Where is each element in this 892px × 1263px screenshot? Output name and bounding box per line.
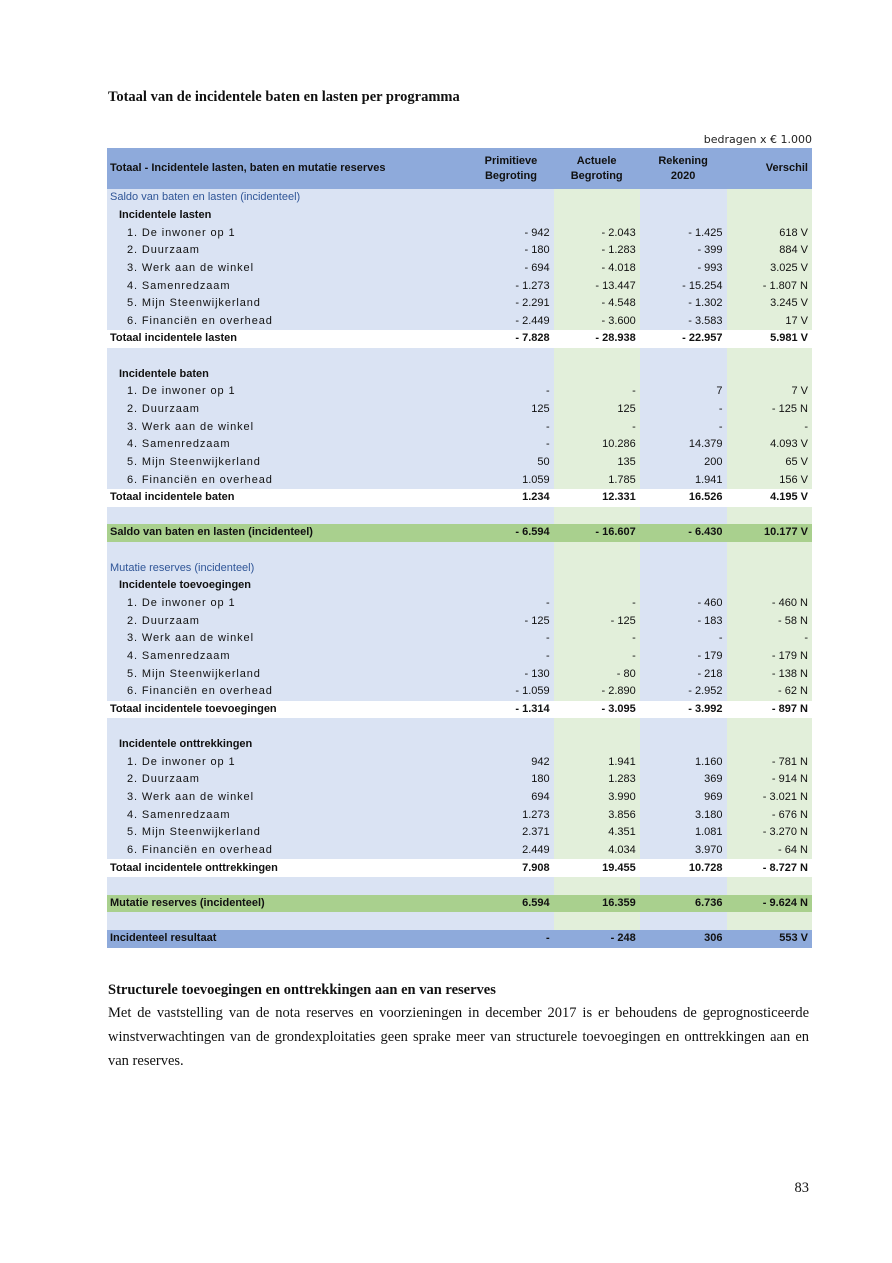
cell-primitieve: 942 bbox=[468, 754, 553, 772]
cell-actuele: - 2.890 bbox=[554, 683, 640, 701]
cell-verschil: 3.245 V bbox=[727, 295, 812, 313]
cell-verschil: - 125 N bbox=[727, 401, 812, 419]
row-label: 3. Werk aan de winkel bbox=[107, 418, 468, 436]
row-label: 3. Werk aan de winkel bbox=[107, 260, 468, 278]
page-heading: Totaal van de incidentele baten en lasten per programma bbox=[108, 89, 460, 105]
cell-verschil: 884 V bbox=[727, 242, 812, 260]
cell-primitieve: 50 bbox=[468, 454, 553, 472]
cell-rekening: - 399 bbox=[640, 242, 727, 260]
cell-actuele: - 248 bbox=[554, 930, 640, 948]
subsection-title-row bbox=[107, 736, 812, 754]
row-label: 1. De inwoner op 1 bbox=[107, 383, 468, 401]
cell-verschil: - 914 N bbox=[727, 771, 812, 789]
cell-actuele: 10.286 bbox=[554, 436, 640, 454]
cell-primitieve: - bbox=[468, 930, 553, 948]
cell-verschil: - 3.270 N bbox=[727, 824, 812, 842]
row-label: 6. Financiën en overhead bbox=[107, 471, 468, 489]
row-label: 4. Samenredzaam bbox=[107, 277, 468, 295]
cell-verschil: 7 V bbox=[727, 383, 812, 401]
subsection-title: Incidentele toevoegingen bbox=[107, 577, 468, 595]
cell-actuele: - 125 bbox=[554, 612, 640, 630]
cell-primitieve: - bbox=[468, 418, 553, 436]
row-label: 5. Mijn Steenwijkerland bbox=[107, 454, 468, 472]
header-primitieve-line2: Begroting bbox=[484, 169, 537, 182]
cell-actuele: 4.351 bbox=[554, 824, 640, 842]
table-row bbox=[107, 242, 812, 260]
cell-actuele: - bbox=[554, 595, 640, 613]
body-paragraph: Met de vaststelling van de nota reserves en voorzieningen in december 2017 is er behoudens de geprognosticeerde winstverwachtingen van de grondexploitaties geen sprake meer van structurele toevoegingen en onttrekkingen aan en van reserves. bbox=[108, 1005, 809, 1069]
cell-primitieve: 180 bbox=[468, 771, 553, 789]
table-row bbox=[107, 683, 812, 701]
resultaat-label: Incidenteel resultaat bbox=[107, 930, 468, 948]
spacer-row bbox=[107, 507, 812, 525]
cell-rekening: - 22.957 bbox=[640, 330, 727, 348]
cell-actuele: 135 bbox=[554, 454, 640, 472]
cell-primitieve: - 694 bbox=[468, 260, 553, 278]
row-label: 6. Financiën en overhead bbox=[107, 683, 468, 701]
cell-verschil: 4.093 V bbox=[727, 436, 812, 454]
cell-primitieve: - 942 bbox=[468, 224, 553, 242]
cell-actuele: 19.455 bbox=[554, 859, 640, 877]
table-row bbox=[107, 771, 812, 789]
cell-actuele: - 4.018 bbox=[554, 260, 640, 278]
cell-actuele: 12.331 bbox=[554, 489, 640, 507]
cell-actuele: 4.034 bbox=[554, 842, 640, 860]
row-label: 2. Duurzaam bbox=[107, 242, 468, 260]
incidental-totals-table bbox=[107, 148, 812, 948]
cell-actuele: 1.785 bbox=[554, 471, 640, 489]
cell-actuele: - bbox=[554, 383, 640, 401]
cell-primitieve: - 7.828 bbox=[468, 330, 553, 348]
table-row bbox=[107, 471, 812, 489]
cell-primitieve: - bbox=[468, 648, 553, 666]
cell-primitieve: - bbox=[468, 383, 553, 401]
cell-actuele: - bbox=[554, 648, 640, 666]
resultaat-row bbox=[107, 930, 812, 948]
cell-rekening: - 218 bbox=[640, 665, 727, 683]
cell-verschil: 618 V bbox=[727, 224, 812, 242]
table-row bbox=[107, 648, 812, 666]
cell-rekening: - 6.430 bbox=[640, 524, 727, 542]
header-primitieve-line1: Primitieve bbox=[484, 154, 538, 167]
cell-primitieve: 7.908 bbox=[468, 859, 553, 877]
cell-primitieve: - 1.273 bbox=[468, 277, 553, 295]
section-heading: Structurele toevoegingen en onttrekkingen aan en van reserves bbox=[108, 982, 496, 998]
cell-actuele: 16.359 bbox=[554, 895, 640, 913]
page-number: 83 bbox=[794, 1180, 809, 1196]
spacer-row bbox=[107, 912, 812, 930]
cell-rekening: - 183 bbox=[640, 612, 727, 630]
cell-primitieve: 125 bbox=[468, 401, 553, 419]
cell-verschil: - 58 N bbox=[727, 612, 812, 630]
table-row bbox=[107, 454, 812, 472]
total-row bbox=[107, 330, 812, 348]
total-label: Totaal incidentele lasten bbox=[107, 330, 468, 348]
cell-actuele: - bbox=[554, 630, 640, 648]
cell-actuele: - 13.447 bbox=[554, 277, 640, 295]
cell-actuele: 1.283 bbox=[554, 771, 640, 789]
cell-verschil: 10.177 V bbox=[727, 524, 812, 542]
total-label: Totaal incidentele baten bbox=[107, 489, 468, 507]
row-label: 6. Financiën en overhead bbox=[107, 842, 468, 860]
cell-verschil: 5.981 V bbox=[727, 330, 812, 348]
cell-rekening: 1.941 bbox=[640, 471, 727, 489]
cell-actuele: 3.990 bbox=[554, 789, 640, 807]
cell-primitieve: 1.273 bbox=[468, 806, 553, 824]
cell-verschil: - 9.624 N bbox=[727, 895, 812, 913]
row-label: 4. Samenredzaam bbox=[107, 436, 468, 454]
subsection-title-row bbox=[107, 577, 812, 595]
cell-verschil: - 138 N bbox=[727, 665, 812, 683]
cell-primitieve: - 6.594 bbox=[468, 524, 553, 542]
spacer-row bbox=[107, 877, 812, 895]
cell-verschil: 3.025 V bbox=[727, 260, 812, 278]
row-label: 5. Mijn Steenwijkerland bbox=[107, 295, 468, 313]
cell-primitieve: - 1.059 bbox=[468, 683, 553, 701]
cell-actuele: - 1.283 bbox=[554, 242, 640, 260]
cell-rekening: 969 bbox=[640, 789, 727, 807]
mutatie-row bbox=[107, 895, 812, 913]
cell-rekening: - 3.992 bbox=[640, 701, 727, 719]
cell-verschil: - 179 N bbox=[727, 648, 812, 666]
cell-actuele: - 2.043 bbox=[554, 224, 640, 242]
row-label: 5. Mijn Steenwijkerland bbox=[107, 665, 468, 683]
spacer-row bbox=[107, 718, 812, 736]
table-row bbox=[107, 665, 812, 683]
cell-rekening: 306 bbox=[640, 930, 727, 948]
row-label: 2. Duurzaam bbox=[107, 612, 468, 630]
cell-rekening: 6.736 bbox=[640, 895, 727, 913]
cell-actuele: 3.856 bbox=[554, 806, 640, 824]
cell-verschil: - 64 N bbox=[727, 842, 812, 860]
saldo-row bbox=[107, 524, 812, 542]
row-label: 1. De inwoner op 1 bbox=[107, 754, 468, 772]
total-row bbox=[107, 859, 812, 877]
cell-actuele: - 16.607 bbox=[554, 524, 640, 542]
cell-verschil: - 897 N bbox=[727, 701, 812, 719]
cell-primitieve: 2.449 bbox=[468, 842, 553, 860]
row-label: 2. Duurzaam bbox=[107, 771, 468, 789]
cell-actuele: - bbox=[554, 418, 640, 436]
spacer-row bbox=[107, 542, 812, 560]
subsection-title: Incidentele lasten bbox=[107, 207, 468, 225]
row-label: 3. Werk aan de winkel bbox=[107, 789, 468, 807]
table-row bbox=[107, 418, 812, 436]
cell-rekening: 3.970 bbox=[640, 842, 727, 860]
cell-verschil: 17 V bbox=[727, 312, 812, 330]
row-label: 1. De inwoner op 1 bbox=[107, 224, 468, 242]
table-row bbox=[107, 612, 812, 630]
cell-rekening: 1.081 bbox=[640, 824, 727, 842]
section-title: Mutatie reserves (incidenteel) bbox=[107, 559, 468, 577]
cell-actuele: 1.941 bbox=[554, 754, 640, 772]
cell-verschil: - bbox=[727, 418, 812, 436]
amount-unit-note: bedragen x € 1.000 bbox=[703, 133, 812, 146]
subsection-title: Incidentele onttrekkingen bbox=[107, 736, 468, 754]
cell-primitieve: - bbox=[468, 595, 553, 613]
total-row bbox=[107, 489, 812, 507]
cell-verschil: - bbox=[727, 630, 812, 648]
header-rekening bbox=[640, 148, 727, 189]
row-label: 4. Samenredzaam bbox=[107, 806, 468, 824]
table-row bbox=[107, 824, 812, 842]
row-label: 2. Duurzaam bbox=[107, 401, 468, 419]
subsection-title: Incidentele baten bbox=[107, 365, 468, 383]
row-label: 4. Samenredzaam bbox=[107, 648, 468, 666]
cell-rekening: - 15.254 bbox=[640, 277, 727, 295]
cell-verschil: - 676 N bbox=[727, 806, 812, 824]
cell-rekening: - 3.583 bbox=[640, 312, 727, 330]
cell-verschil: - 1.807 N bbox=[727, 277, 812, 295]
header-label: Totaal - Incidentele lasten, baten en mutatie reserves bbox=[107, 148, 468, 189]
cell-rekening: 14.379 bbox=[640, 436, 727, 454]
cell-primitieve: - 125 bbox=[468, 612, 553, 630]
header-actuele-line2: Begroting bbox=[570, 169, 623, 182]
cell-primitieve: - 130 bbox=[468, 665, 553, 683]
cell-rekening: - 1.425 bbox=[640, 224, 727, 242]
cell-primitieve: - 2.449 bbox=[468, 312, 553, 330]
cell-rekening: - 460 bbox=[640, 595, 727, 613]
cell-rekening: 16.526 bbox=[640, 489, 727, 507]
row-label: 1. De inwoner op 1 bbox=[107, 595, 468, 613]
header-rekening-line1: Rekening bbox=[658, 154, 708, 167]
cell-actuele: - 28.938 bbox=[554, 330, 640, 348]
cell-actuele: - 3.095 bbox=[554, 701, 640, 719]
cell-primitieve: 1.059 bbox=[468, 471, 553, 489]
cell-primitieve: 6.594 bbox=[468, 895, 553, 913]
cell-actuele: - 3.600 bbox=[554, 312, 640, 330]
cell-rekening: - bbox=[640, 418, 727, 436]
cell-primitieve: - 180 bbox=[468, 242, 553, 260]
table-row bbox=[107, 383, 812, 401]
cell-verschil: - 781 N bbox=[727, 754, 812, 772]
header-actuele-line1: Actuele bbox=[576, 154, 617, 167]
cell-verschil: - 62 N bbox=[727, 683, 812, 701]
cell-primitieve: - bbox=[468, 630, 553, 648]
cell-rekening: 1.160 bbox=[640, 754, 727, 772]
table-row bbox=[107, 224, 812, 242]
cell-rekening: - 1.302 bbox=[640, 295, 727, 313]
cell-rekening: - 2.952 bbox=[640, 683, 727, 701]
cell-rekening: 3.180 bbox=[640, 806, 727, 824]
total-label: Totaal incidentele toevoegingen bbox=[107, 701, 468, 719]
cell-rekening: - bbox=[640, 401, 727, 419]
table-row bbox=[107, 277, 812, 295]
table-row bbox=[107, 295, 812, 313]
total-row bbox=[107, 701, 812, 719]
saldo-label: Saldo van baten en lasten (incidenteel) bbox=[107, 524, 468, 542]
table-row bbox=[107, 806, 812, 824]
cell-primitieve: 2.371 bbox=[468, 824, 553, 842]
subsection-title-row bbox=[107, 365, 812, 383]
cell-actuele: 125 bbox=[554, 401, 640, 419]
cell-rekening: 369 bbox=[640, 771, 727, 789]
table-body bbox=[107, 189, 812, 948]
cell-rekening: - 993 bbox=[640, 260, 727, 278]
table-row bbox=[107, 789, 812, 807]
spacer-row bbox=[107, 348, 812, 366]
section-title: Saldo van baten en lasten (incidenteel) bbox=[107, 189, 468, 207]
cell-primitieve: - 2.291 bbox=[468, 295, 553, 313]
cell-verschil: - 460 N bbox=[727, 595, 812, 613]
mutatie-label: Mutatie reserves (incidenteel) bbox=[107, 895, 468, 913]
table-row bbox=[107, 312, 812, 330]
row-label: 5. Mijn Steenwijkerland bbox=[107, 824, 468, 842]
cell-rekening: - 179 bbox=[640, 648, 727, 666]
table-row bbox=[107, 401, 812, 419]
cell-primitieve: - 1.314 bbox=[468, 701, 553, 719]
cell-rekening: 7 bbox=[640, 383, 727, 401]
table-row bbox=[107, 754, 812, 772]
section-title-row bbox=[107, 189, 812, 207]
cell-rekening: 200 bbox=[640, 454, 727, 472]
cell-rekening: - bbox=[640, 630, 727, 648]
subsection-title-row bbox=[107, 207, 812, 225]
cell-verschil: 4.195 V bbox=[727, 489, 812, 507]
row-label: 3. Werk aan de winkel bbox=[107, 630, 468, 648]
cell-primitieve: 1.234 bbox=[468, 489, 553, 507]
cell-primitieve: 694 bbox=[468, 789, 553, 807]
header-rekening-line2: 2020 bbox=[670, 169, 696, 182]
table-row bbox=[107, 842, 812, 860]
total-label: Totaal incidentele onttrekkingen bbox=[107, 859, 468, 877]
table-row bbox=[107, 436, 812, 454]
header-verschil: Verschil bbox=[727, 148, 812, 189]
cell-verschil: - 8.727 N bbox=[727, 859, 812, 877]
cell-actuele: - 4.548 bbox=[554, 295, 640, 313]
table-row bbox=[107, 630, 812, 648]
cell-verschil: - 3.021 N bbox=[727, 789, 812, 807]
cell-actuele: - 80 bbox=[554, 665, 640, 683]
row-label: 6. Financiën en overhead bbox=[107, 312, 468, 330]
header-actuele bbox=[554, 148, 640, 189]
table-row bbox=[107, 260, 812, 278]
header-primitieve bbox=[468, 148, 553, 189]
table-row bbox=[107, 595, 812, 613]
cell-verschil: 156 V bbox=[727, 471, 812, 489]
section-title-row bbox=[107, 559, 812, 577]
table-header-row bbox=[107, 148, 812, 189]
cell-primitieve: - bbox=[468, 436, 553, 454]
cell-verschil: 553 V bbox=[727, 930, 812, 948]
cell-rekening: 10.728 bbox=[640, 859, 727, 877]
cell-verschil: 65 V bbox=[727, 454, 812, 472]
